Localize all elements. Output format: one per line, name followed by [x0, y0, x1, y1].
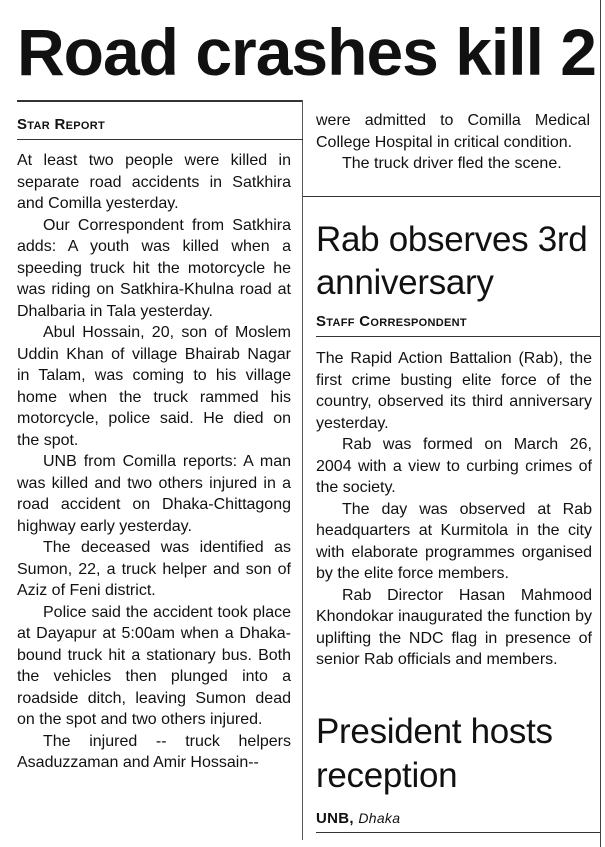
main-paragraph: UNB from Comilla reports: A man was killed and two others injured in a road accident on Dhaka-Chittagong highway early yesterday. — [17, 453, 291, 535]
president-byline — [316, 810, 400, 827]
main-byline: Star Report — [17, 116, 105, 133]
rab-byline-rule — [316, 336, 600, 337]
main-headline: Road crashes kill 2 — [17, 15, 596, 89]
rab-paragraph: The Rapid Action Battalion (Rab), the first crime busting elite force of the country, observed its third anniversary yesterday. — [316, 350, 592, 432]
president-byline-agency: UNB, — [316, 810, 354, 827]
rab-headline: Rab observes 3rd anniversary — [316, 220, 588, 302]
main-paragraph: Abul Hossain, 20, son of Moslem Uddin Khan of village Bhairab Nagar in Talam, was coming to his village home when the truck rammed his motorcycle, police said. He died on the spot. — [17, 324, 291, 449]
rab-story-body — [316, 348, 592, 671]
main-paragraph: Police said the accident took place at Dayapur at 5:00am when a Dhaka-bound truck hit a stationary bus. Both the vehicles then plunged into a roadside ditch, leaving Sumon dead on the spot and two others injured. — [17, 603, 291, 728]
main-paragraph: The deceased was identified as Sumon, 22, a truck helper and son of Aziz of Feni district. — [17, 539, 291, 599]
rab-byline: Staff Correspondent — [316, 313, 467, 330]
president-byline-place: Dhaka — [358, 810, 401, 826]
rab-paragraph: Rab was formed on March 26, 2004 with a view to curbing crimes of the society. — [316, 436, 592, 496]
president-headline: President hosts reception — [316, 712, 553, 795]
main-paragraph: Our Correspondent from Satkhira adds: A youth was killed when a speeding truck hit the motorcycle he was riding on Satkhira-Khulna road at Dhalbaria in Tala yesterday. — [17, 216, 291, 320]
continuation-end-rule — [303, 196, 600, 197]
main-paragraph: At least two people were killed in separate road accidents in Satkhira and Comilla yesterday. — [17, 152, 291, 212]
main-story-body — [17, 150, 291, 774]
page-right-border — [600, 0, 601, 847]
rab-paragraph: Rab Director Hasan Mahmood Khondokar inaugurated the function by uplifting the NDC flag in presence of senior Rab officials and members. — [316, 586, 592, 668]
main-story-continuation — [316, 110, 590, 175]
top-rule — [17, 100, 303, 102]
rab-paragraph: The day was observed at Rab headquarters at Kurmitola in the city with elaborate programmes organised by the elite force members. — [316, 500, 592, 582]
continuation-paragraph: The truck driver fled the scene. — [342, 155, 562, 172]
president-byline-rule — [316, 832, 600, 833]
column-divider — [302, 100, 303, 840]
continuation-paragraph: were admitted to Comilla Medical College Hospital in critical condition. — [316, 112, 590, 151]
main-paragraph: The injured -- truck helpers Asaduzzaman and Amir Hossain-- — [17, 732, 291, 771]
main-byline-rule — [17, 139, 303, 140]
